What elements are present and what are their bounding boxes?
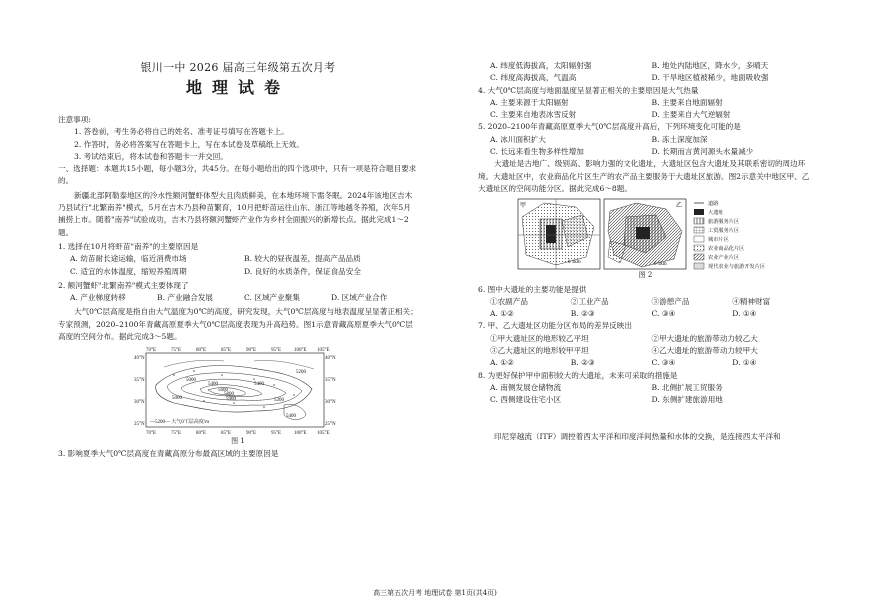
q7-item-4: ④乙大遗址的旅游带动力较甲大 — [651, 346, 758, 356]
lon-label-bottom-3: 80°E — [196, 431, 207, 437]
q1-stem: 1. 选择在10月将虾苗"南养"的主要原因是 — [58, 241, 199, 251]
q6-stem: 6. 图中大遗址的主要功能是提供 — [478, 284, 587, 294]
q7-item-3: ③乙大遗址区的地形较甲平坦 — [490, 346, 589, 356]
legend-city: 城市片区 — [708, 237, 729, 244]
figure-1-caption: 图 1 — [231, 437, 245, 446]
q6-item-2: ②工业产品 — [570, 296, 609, 306]
q7-option-d[interactable]: D. ①④ — [732, 358, 757, 368]
lon-label-bottom-1: 70°E — [146, 431, 157, 437]
q2-option-a[interactable]: A. 产业梯度转移 — [70, 293, 126, 303]
q8-option-a[interactable]: A. 南侧发展仓储物流 — [490, 382, 562, 392]
q6-option-b[interactable]: B. ②③ — [570, 309, 595, 319]
q8-option-d[interactable]: D. 东侧扩建旅游用地 — [651, 395, 723, 405]
legend-tourism: 旅游服务片区 — [708, 219, 740, 226]
legend-road: 道路 — [708, 201, 719, 208]
legend-commercial: 农业商品化片区 — [708, 246, 745, 253]
q1-options — [58, 253, 418, 278]
q2-option-d[interactable]: D. 区域产业合作 — [331, 293, 388, 303]
q2-option-b[interactable]: B. 产业融合发展 — [157, 293, 213, 303]
section-heading: 一、选择题：本题共15小题，每小题3分，共45分。在每小题给出的四个选项中，只有一项是符合题目要求的。 — [58, 164, 417, 186]
q5-stem: 5. 2020–2100年青藏高原夏季大气0℃层高度升高后，下列环境变化可能的是 — [478, 122, 741, 132]
legend-modern-swatch — [694, 263, 704, 269]
lat-label-right-4: 25°N — [325, 422, 336, 428]
lon-label-bottom-2: 75°E — [171, 431, 182, 437]
lon-label-5: 90°E — [246, 348, 257, 354]
q7-items — [478, 333, 813, 358]
q6-item-1: ①农副产品 — [490, 296, 528, 306]
legend-tourism-swatch — [694, 218, 704, 224]
legend-trade-swatch — [694, 227, 704, 233]
lat-label-4: 25°N — [134, 422, 145, 428]
q6-option-a[interactable]: A. ①② — [490, 309, 514, 319]
contour-label-6: 5000 — [172, 396, 182, 402]
q1-option-b[interactable]: B. 较大的昼夜温差，提高产品品质 — [244, 254, 361, 264]
q1-option-c[interactable]: C. 适宜的水体温度，缩短养殖周期 — [70, 266, 187, 276]
q5-option-b[interactable]: B. 冻土深度加深 — [651, 134, 708, 144]
q7-option-c[interactable]: C. ③④ — [651, 358, 676, 368]
q8-option-b[interactable]: B. 北侧扩展工贸服务 — [651, 382, 723, 392]
right-column — [478, 60, 813, 443]
page-footer: 高三第五次月考 地理试卷 第1页(共4页) — [373, 589, 497, 597]
notice-item-1: 1. 答卷前，考生务必将自己的姓名、准考证号填写在答题卡上。 — [74, 127, 289, 137]
lat-label-right-2: 35°N — [325, 378, 336, 384]
contour-label-2: 5400 — [208, 382, 218, 388]
legend-city-swatch — [694, 236, 704, 242]
contour-label-10: 5200 — [296, 370, 306, 376]
contour-label-1: 5000 — [186, 378, 196, 384]
figure-2 — [516, 197, 806, 271]
lon-label-4: 85°E — [221, 348, 232, 354]
q3-option-a[interactable]: A. 纬度低海拔高，太阳辐射强 — [490, 61, 592, 70]
contour-label-7: 5200 — [274, 398, 284, 404]
contour-label-3: 5600 — [218, 388, 228, 394]
q7-stem: 7. 甲、乙大遗址区功能分区布局的差异反映出 — [478, 321, 632, 331]
q5-options — [478, 134, 813, 159]
map-a-scale: 0 1km — [568, 260, 581, 266]
lon-label-bottom-6: 95°E — [271, 431, 282, 437]
lon-label-bottom-8: 105°E — [317, 431, 330, 437]
figure-1-legend: —5200— 大气0℃层高度/m — [150, 420, 210, 426]
q1-option-a[interactable]: A. 幼苗耐长途运输，临近消费市场 — [70, 254, 187, 264]
legend-site-swatch — [694, 209, 704, 215]
q4-option-b[interactable]: B. 主要来自地面辐射 — [651, 97, 723, 107]
q5-option-c[interactable]: C. 长远来看生物多样性增加 — [490, 147, 584, 157]
passage-4: 印尼穿越流（ITF）调控着西太平洋和印度洋间热量和水体的交换，是连接西太平洋和 — [494, 431, 781, 441]
q4-option-d[interactable]: D. 主要来自大气逆辐射 — [651, 110, 731, 120]
map-b-label: 乙 — [676, 203, 683, 210]
q4-option-a[interactable]: A. 主要来源于太阳辐射 — [490, 97, 569, 107]
contour-label-9: 5400 — [286, 414, 296, 420]
lon-label-bottom-4: 85°E — [221, 431, 232, 437]
q3-option-d[interactable]: D. 干旱地区植被稀少，地面吸收强 — [651, 73, 769, 83]
lon-label-bottom-7: 100°E — [294, 431, 307, 437]
lon-label-2: 75°E — [171, 348, 182, 354]
left-column — [58, 60, 418, 460]
q6-item-4: ④精神财富 — [732, 296, 771, 306]
legend-agri: 农业产业片区 — [708, 255, 740, 262]
lat-label-3: 30°N — [134, 400, 145, 406]
legend-site: 大遗址 — [708, 210, 724, 217]
q7-options — [478, 357, 813, 369]
q6-option-c[interactable]: C. ③④ — [651, 309, 676, 319]
legend-modern: 现代农业与旅游开发片区 — [708, 264, 766, 271]
legend-agri-swatch — [694, 254, 704, 260]
lon-label-6: 95°E — [271, 348, 282, 354]
exam-title: 银川一中 2026 届高三年级第五次月考 — [140, 61, 336, 74]
q5-option-d[interactable]: D. 长期而言黄河源头水量减少 — [651, 147, 754, 157]
q7-item-1: ①甲大遗址区的地形较乙平坦 — [490, 333, 589, 343]
q2-stem: 2. 额河蟹虾"北繁南养"模式主要体现了 — [58, 280, 189, 290]
notice-heading: 注意事项: — [58, 115, 91, 124]
q6-options — [478, 308, 813, 320]
q5-option-a[interactable]: A. 冰川面积扩大 — [490, 134, 546, 144]
q7-item-2: ②甲大遗址的旅游带动力较乙大 — [651, 333, 758, 343]
q6-option-d[interactable]: D. ①④ — [732, 309, 757, 319]
lon-label-bottom-5: 90°E — [246, 431, 257, 437]
q3-option-c[interactable]: C. 纬度高海拔高，气温高 — [490, 73, 577, 83]
q7-option-b[interactable]: B. ②③ — [570, 358, 595, 368]
notice-item-2: 2. 作答时，务必将答案写在答题卡上，写在本试卷及草稿纸上无效。 — [74, 139, 304, 149]
q3-stem: 3. 影响夏季大气0℃层高度在青藏高原分布最高区域的主要原因是 — [58, 448, 279, 458]
contour-label-8: 5400 — [254, 382, 264, 388]
figure-1 — [134, 345, 339, 437]
figure-2-caption: 图 2 — [638, 271, 653, 280]
subject-title: 地理试卷 — [185, 78, 290, 97]
passage-1: 新疆北部阿勒泰地区的冷水性额河蟹虾体型大且肉质鲜美，在本地环境下需冬眠。2024年该地区吉木乃县试行"北繁南养"模式，5月在吉木乃县种苗繁育，10月把虾苗运往山东、浙江等地越冬养殖，次年5月捕捞上市。随着"南养"试验成功，吉木乃县将额河蟹虾产业作为乡村全面振兴的新增长点。据此完成1～2题。 — [58, 190, 413, 237]
q4-stem: 4. 大气0℃层高度与地面温度呈显著正相关的主要原因是大气热量 — [478, 85, 699, 95]
q3-option-b[interactable]: B. 地处内陆地区，降水少，多晴天 — [651, 61, 769, 70]
lon-label-7: 100°E — [294, 348, 307, 354]
figure-1-map — [134, 345, 339, 437]
q6-item-3: ③游憩产品 — [651, 296, 690, 306]
lat-label-right-1: 40°N — [325, 356, 336, 362]
figure-2-map — [516, 197, 806, 271]
q8-stem: 8. 为更好保护甲中面积较大的大遗址，未来可采取的措施是 — [478, 370, 678, 380]
passage-3: 大遗址是古地广、级别高、影响力强的文化遗址，大遗址区包含大遗址及其联系密切的周边环境。大遗址区中，农业商品化片区生产的农产品主要服务于大遗址区旅游。图2示意关中地区甲、乙大遗址区的空间功能分区。据此完成6～8题。 — [478, 159, 810, 193]
lat-label-right-3: 30°N — [325, 400, 336, 406]
q7-option-a[interactable]: A. ①② — [490, 358, 514, 368]
q4-options — [478, 97, 813, 122]
q4-option-c[interactable]: C. 主要来自地表冰雪反射 — [490, 110, 577, 120]
q2-option-c[interactable]: C. 区域产业聚集 — [244, 293, 300, 303]
q8-options — [478, 382, 813, 407]
q3-options — [478, 60, 813, 85]
legend-commercial-swatch — [694, 245, 704, 251]
lat-label-1: 40°N — [134, 356, 145, 362]
notice-item-3: 3. 考试结束后，将本试卷和答题卡一并交回。 — [74, 151, 228, 161]
q6-items — [478, 296, 813, 308]
lon-label-3: 80°E — [196, 348, 207, 354]
map-b-scale: 0 1km — [654, 262, 667, 268]
lat-label-2: 35°N — [134, 378, 145, 384]
q1-option-d[interactable]: D. 良好的水质条件，保证食品安全 — [244, 266, 361, 276]
lon-label-1: 70°E — [146, 348, 157, 354]
contour-label-5: 5900 — [226, 397, 236, 403]
passage-2: 大气0℃层高度是指自由大气温度为0℃的高度，研究发现，大气0℃层高度与地表温度呈显著正相关；专家预测，2020–2100年青藏高原夏季大气0℃层高度表现为升高趋势。图1示意青藏高原夏季大气0℃层高度的空间分布。据此完成3～5题。 — [58, 307, 418, 342]
lon-label-8: 105°E — [317, 348, 330, 354]
q2-options — [58, 292, 418, 304]
map-a-label: 甲 — [520, 203, 527, 210]
q8-option-c[interactable]: C. 西侧建设住宅小区 — [490, 395, 562, 405]
contour-label-4: 5800 — [224, 392, 234, 398]
legend-trade: 工贸服务片区 — [708, 228, 740, 235]
